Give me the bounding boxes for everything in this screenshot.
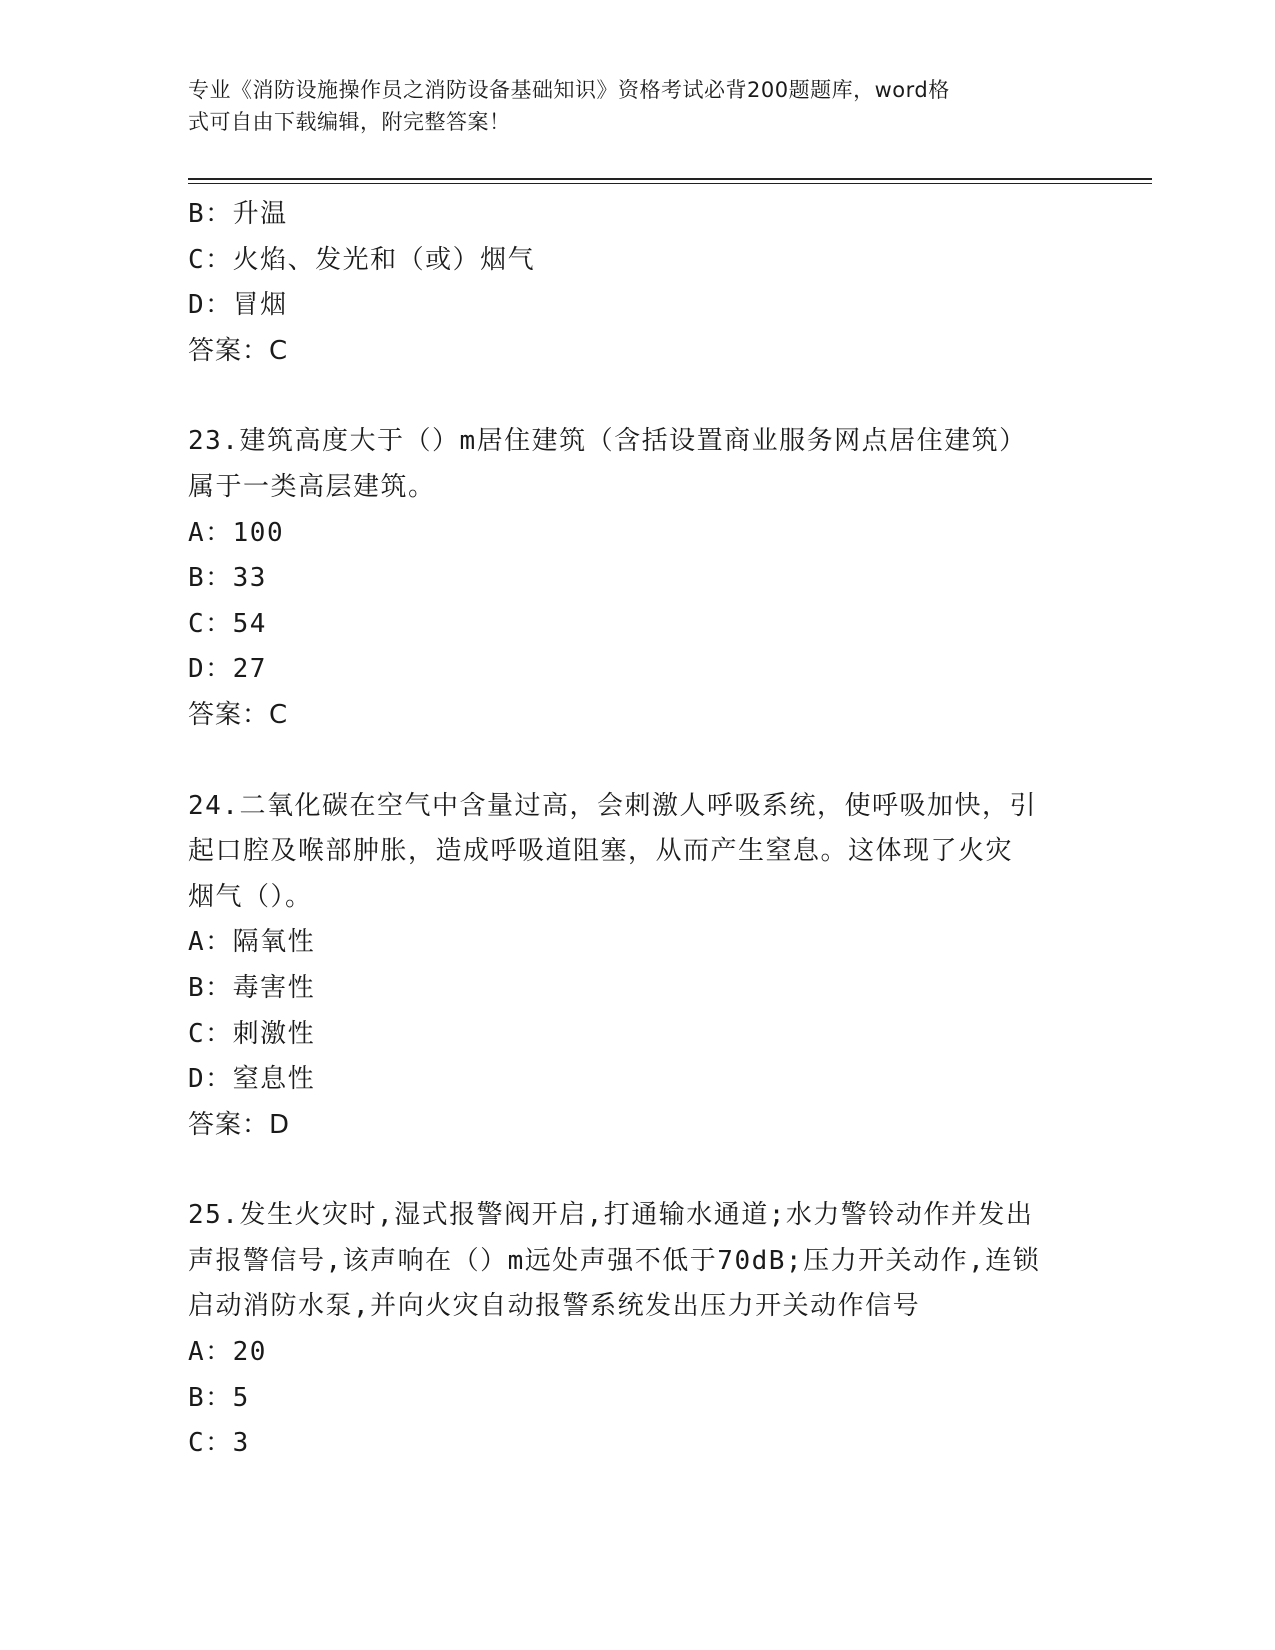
question-text-line: 声报警信号,该声响在（）m远处声强不低于70dB;压力开关动作,连锁 bbox=[188, 1245, 1041, 1276]
answer: 答案：D bbox=[188, 1109, 291, 1140]
header-title-line-1: 专业《消防设施操作员之消防设备基础知识》资格考试必背200题题库，word格 bbox=[188, 78, 950, 102]
option-a: A：100 bbox=[188, 517, 285, 548]
option-c: C：刺激性 bbox=[188, 1018, 316, 1049]
option-d: D：窒息性 bbox=[188, 1064, 316, 1095]
question-text-line: 烟气（）。 bbox=[188, 881, 313, 912]
option-b: B：升温 bbox=[188, 199, 288, 229]
question-text-line: 25.发生火灾时,湿式报警阀开启,打通输水通道;水力警铃动作并发出 bbox=[188, 1200, 1034, 1231]
answer: 答案：C bbox=[188, 699, 289, 730]
option-c: C：3 bbox=[188, 1428, 250, 1459]
question-22-continuation bbox=[188, 192, 1088, 374]
option-b: B：5 bbox=[188, 1382, 250, 1413]
option-b: B：毒害性 bbox=[188, 972, 316, 1003]
spacer bbox=[188, 374, 1088, 419]
option-d: D：27 bbox=[188, 654, 267, 685]
question-text-line: 属于一类高层建筑。 bbox=[188, 471, 436, 502]
option-a: A：20 bbox=[188, 1337, 267, 1368]
document-header bbox=[188, 74, 1078, 138]
question-text-line: 启动消防水泵,并向火灾自动报警系统发出压力开关动作信号 bbox=[188, 1291, 921, 1322]
question-23 bbox=[188, 419, 1088, 738]
question-list bbox=[188, 192, 1088, 1467]
question-text-line: 起口腔及喉部肿胀，造成呼吸道阻塞，从而产生窒息。这体现了火灾 bbox=[188, 836, 1014, 867]
spacer bbox=[188, 1148, 1088, 1193]
header-title-line-2: 式可自由下载编辑，附完整答案！ bbox=[188, 110, 511, 134]
header-divider bbox=[188, 178, 1152, 184]
question-25 bbox=[188, 1193, 1088, 1467]
option-c: C：54 bbox=[188, 608, 267, 639]
answer: 答案：C bbox=[188, 335, 289, 366]
question-24 bbox=[188, 784, 1088, 1149]
spacer bbox=[188, 739, 1088, 784]
option-d: D：冒烟 bbox=[188, 290, 288, 321]
option-c: C：火焰、发光和（或）烟气 bbox=[188, 244, 536, 275]
question-text-line: 24.二氧化碳在空气中含量过高，会刺激人呼吸系统，使呼吸加快，引 bbox=[188, 790, 1037, 821]
option-b: B：33 bbox=[188, 563, 267, 594]
question-text-line: 23.建筑高度大于（）m居住建筑（含括设置商业服务网点居住建筑） bbox=[188, 426, 1027, 457]
option-a: A：隔氧性 bbox=[188, 927, 316, 958]
